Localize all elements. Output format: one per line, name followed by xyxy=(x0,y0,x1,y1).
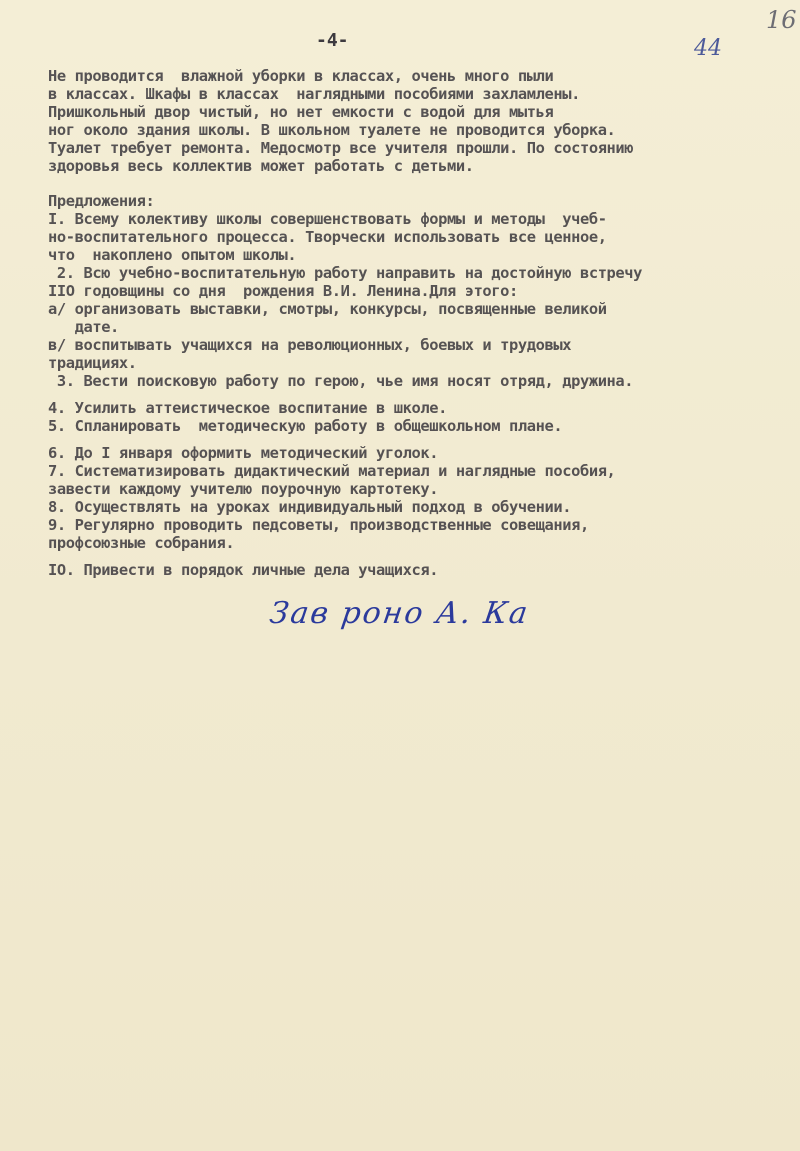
text-line: Туалет требует ремонта. Медосмотр все учителя прошли. По состоянию xyxy=(48,139,634,157)
text-line: 9. Регулярно проводить педсоветы, производственные совещания, xyxy=(48,516,589,534)
text-line: профсоюзные собрания. xyxy=(48,534,235,552)
text-line: IIO годовщины со дня рождения В.И. Ленина.Для этого: xyxy=(48,282,518,300)
text-line: а/ организовать выставки, смотры, конкурсы, посвященные великой xyxy=(48,300,607,318)
text-line: 7. Систематизировать дидактический материал и наглядные пособия, xyxy=(48,462,616,480)
text-line: Не проводится влажной уборки в классах, очень много пыли xyxy=(48,67,554,85)
text-line: ног около здания школы. В школьном туалете не проводится уборка. xyxy=(48,121,616,139)
text-line: I. Всему колективу школы совершенствовать формы и методы учеб- xyxy=(48,210,607,228)
handwritten-signature: Зав роно А. Ка xyxy=(267,596,532,631)
text-line: 4. Усилить аттеистическое воспитание в школе. xyxy=(48,399,447,417)
handwritten-corner-mark: 44 xyxy=(694,36,722,61)
text-line: Предложения: xyxy=(48,192,155,210)
text-line: 5. Спланировать методическую работу в общешкольном плане. xyxy=(48,417,563,435)
text-line: 6. До I января оформить методический уголок. xyxy=(48,444,439,462)
text-line: Пришкольный двор чистый, но нет емкости с водой для мытья xyxy=(48,103,554,121)
text-line: в/ воспитывать учащихся на революционных, боевых и трудовых xyxy=(48,336,572,354)
page-number: -4- xyxy=(316,30,349,51)
text-line: завести каждому учителю поурочную картотеку. xyxy=(48,480,439,498)
text-line: 2. Всю учебно-воспитательную работу направить на достойную встречу xyxy=(48,264,643,282)
text-line: но-воспитательного процесса. Творчески использовать все ценное, xyxy=(48,228,607,246)
text-line: традициях. xyxy=(48,354,137,372)
text-line: что накоплено опытом школы. xyxy=(48,246,297,264)
text-line: в классах. Шкафы в классах наглядными пособиями захламлены. xyxy=(48,85,580,103)
text-line: здоровья весь коллектив может работать с детьми. xyxy=(48,157,474,175)
text-line: 3. Вести поисковую работу по герою, чье имя носят отряд, дружина. xyxy=(48,372,634,390)
text-line: дате. xyxy=(48,318,119,336)
text-line: IO. Привести в порядок личные дела учащихся. xyxy=(48,561,439,579)
archive-page-number: 16 xyxy=(766,6,797,34)
text-line: 8. Осуществлять на уроках индивидуальный подход в обучении. xyxy=(48,498,572,516)
